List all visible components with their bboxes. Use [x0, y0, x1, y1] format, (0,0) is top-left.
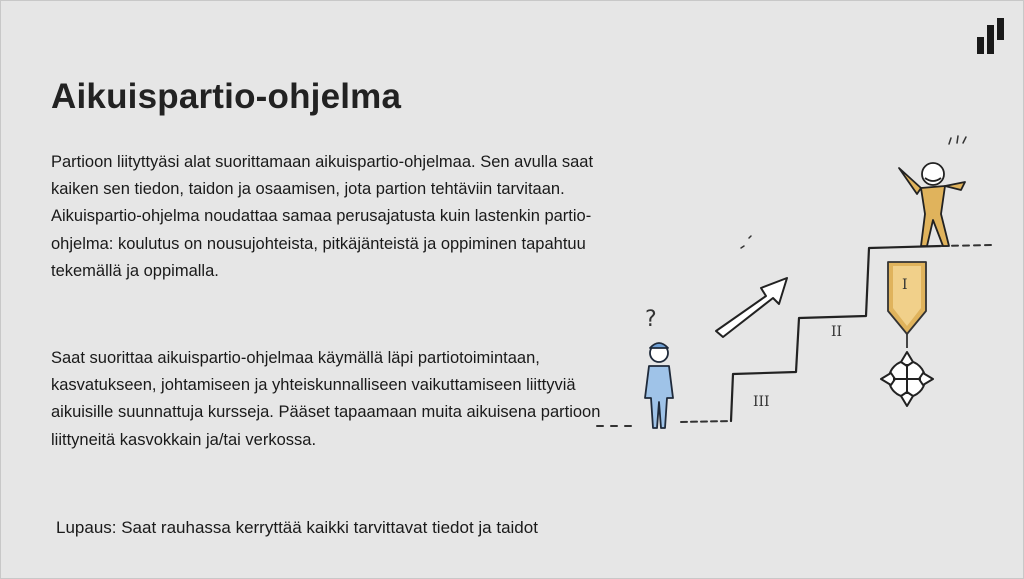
brand-logo-icon	[976, 17, 1008, 55]
up-arrow-icon	[716, 278, 787, 337]
step-label-three: III	[753, 394, 770, 410]
intro-paragraph: Partioon liityttyäsi alat suorittamaan aikuispartio-ohjelmaa. Sen avulla saat kaiken sen tiedon, taidon ja osaamisen, jota partion tehtäviin tarvitaan. Aikuispartio-ohjelma noudattaa samaa perusajatusta kuin lastenkin partio-ohjelma: koulutus on nousujohteista, pitkäjänteistä ja oppiminen tapahtuu tekemällä ja oppimalla.	[51, 153, 594, 280]
question-mark-icon: ?	[645, 307, 657, 332]
stairs-illustration	[581, 126, 1021, 446]
blue-scout-figure	[645, 343, 673, 428]
step-label-two: II	[831, 324, 843, 340]
scout-emblem-icon	[881, 352, 933, 406]
page-title: Aikuispartio-ohjelma	[51, 77, 402, 116]
gold-scout-figure	[899, 163, 965, 246]
courses-paragraph: Saat suorittaa aikuispartio-ohjelmaa käymällä läpi partiotoimintaan, kasvatukseen, johtamiseen ja yhteiskunnalliseen vaikuttamiseen liittyviä aikuisille suunnattuja kursseja. Pääset tapaamaan muita aikuisena partioon liittyneitä kasvokkain ja/tai verkossa.	[51, 349, 601, 449]
level-one-banner	[888, 262, 926, 348]
step-label-one: I	[902, 277, 908, 293]
promise-text: Lupaus: Saat rauhassa kerryttää kaikki tarvittavat tiedot ja taidot	[56, 518, 538, 537]
